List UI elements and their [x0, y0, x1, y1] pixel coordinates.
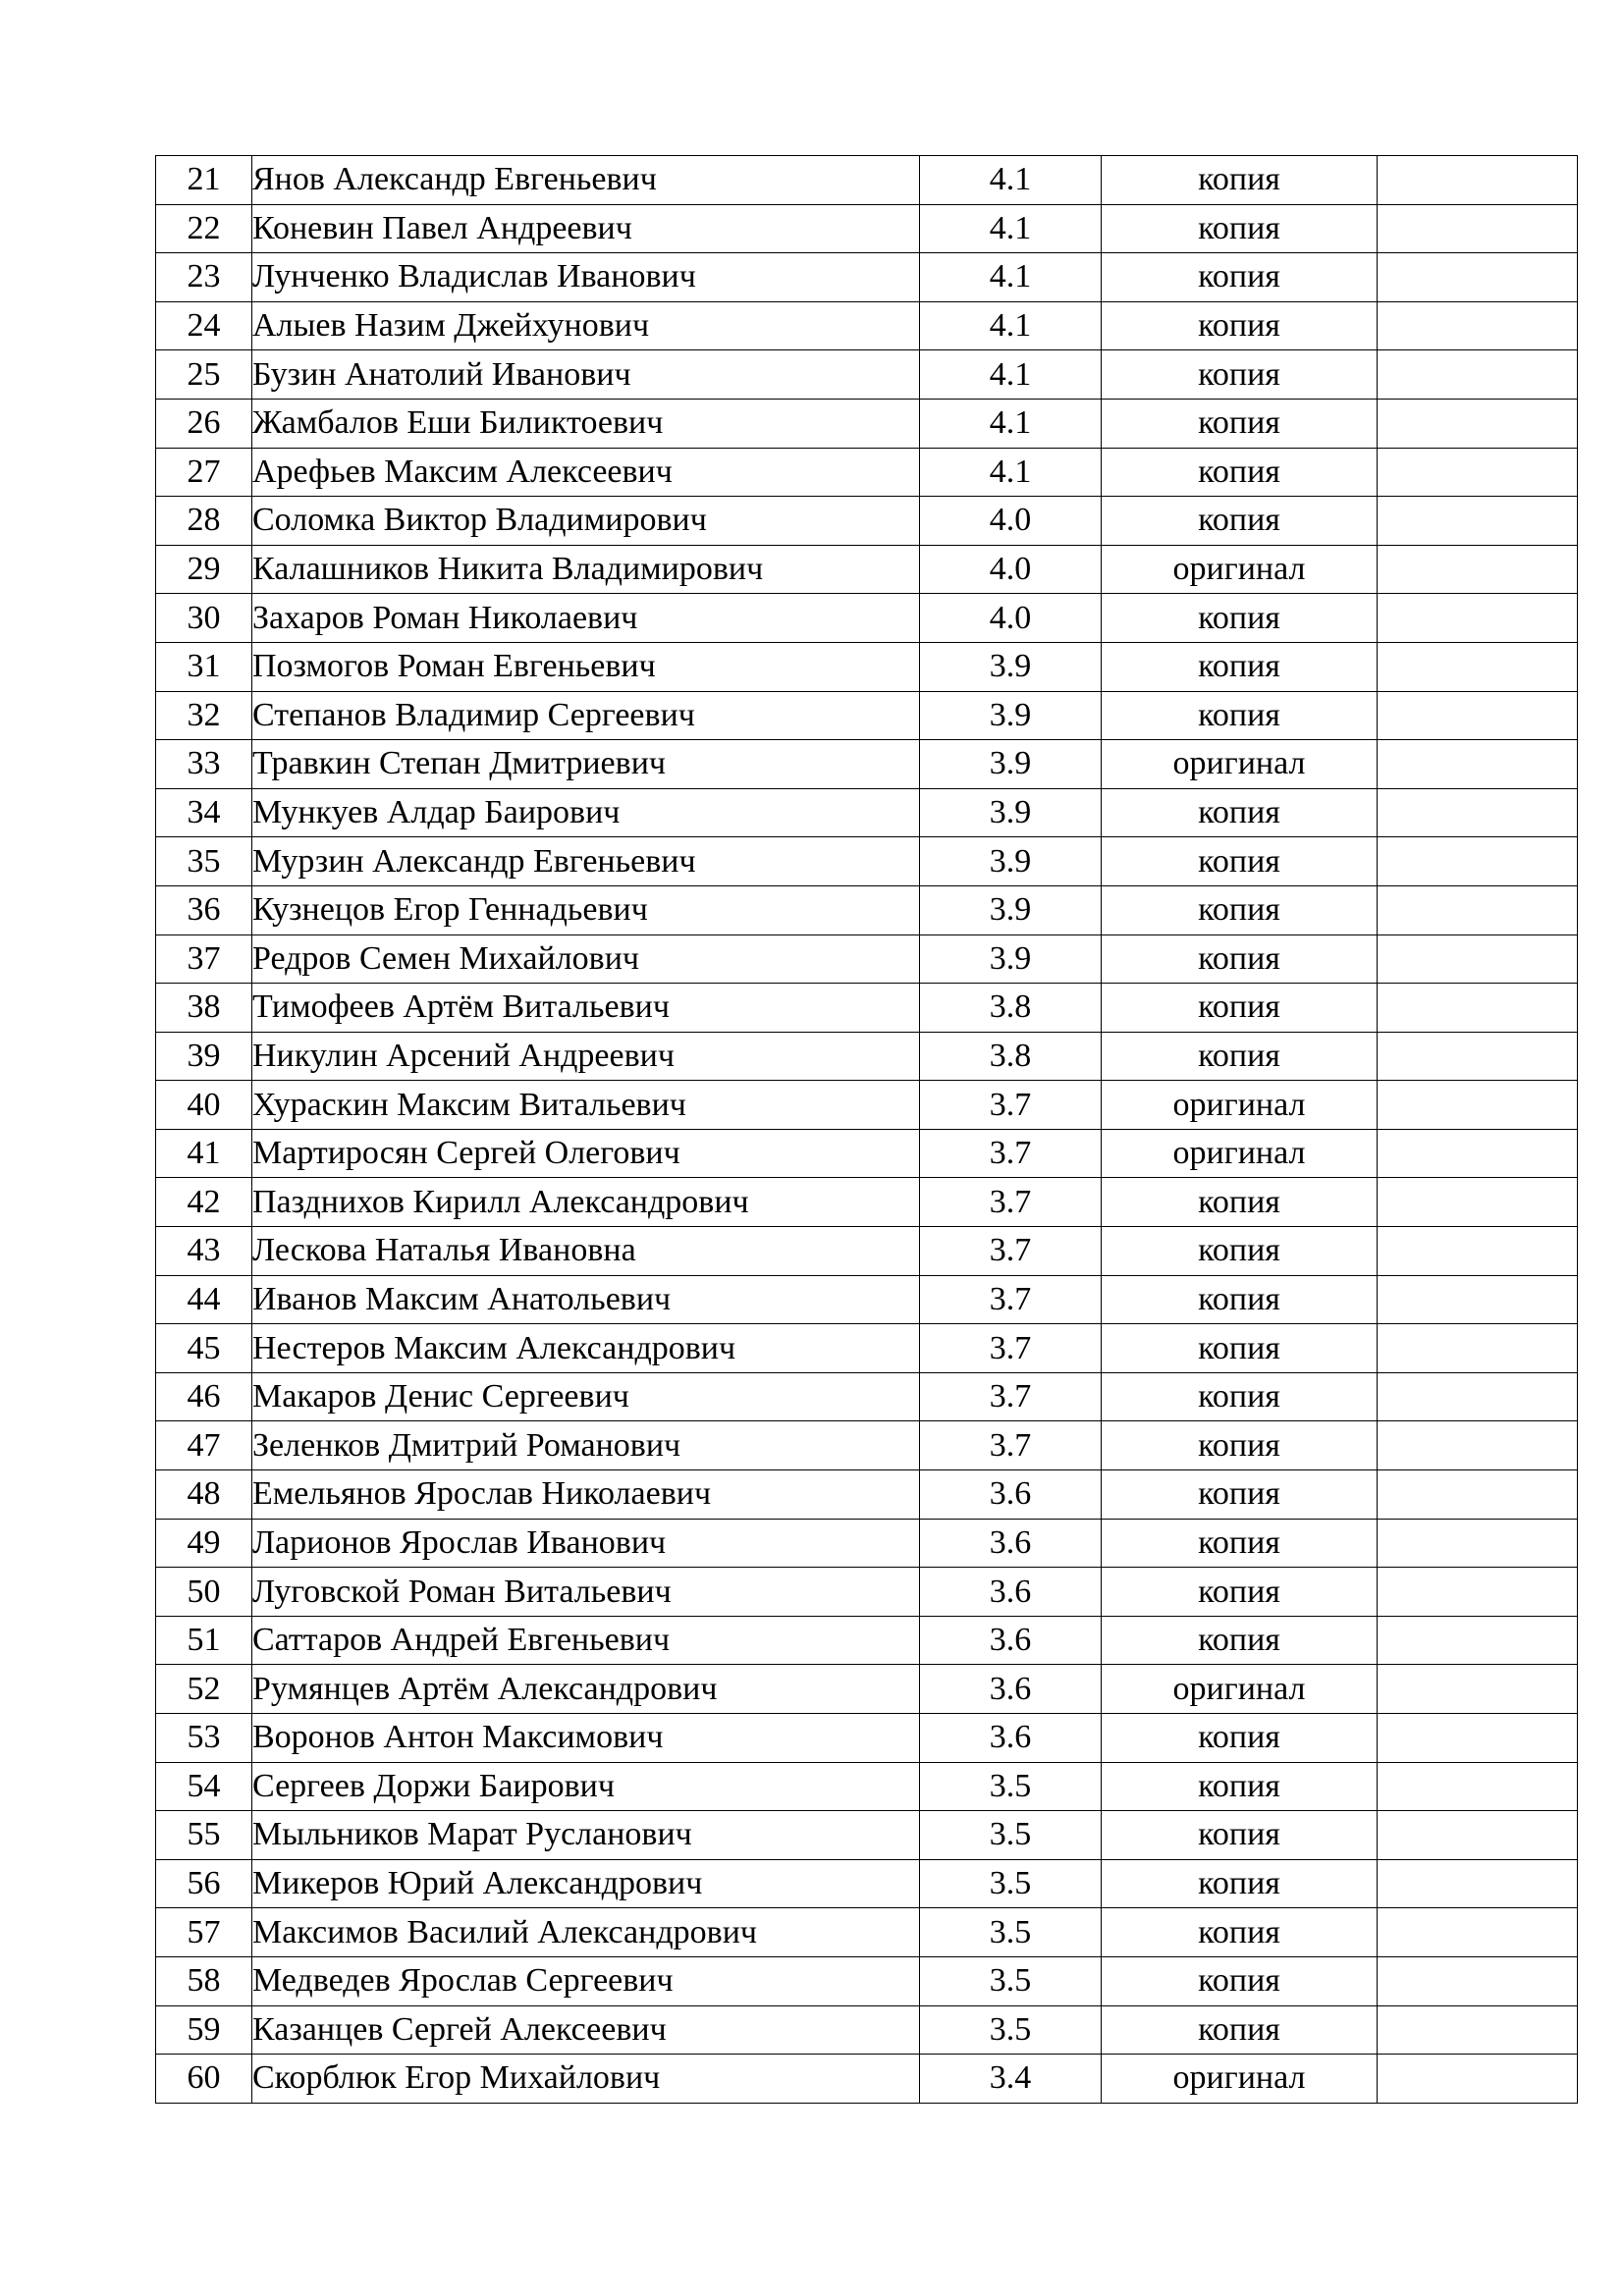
document-type-cell: оригинал	[1102, 1665, 1378, 1714]
full-name-cell: Скорблюк Егор Михайлович	[252, 2055, 920, 2104]
full-name-cell: Луговской Роман Витальевич	[252, 1568, 920, 1617]
average-score-cell: 3.8	[920, 984, 1102, 1033]
full-name-cell: Пазднихов Кирилл Александрович	[252, 1178, 920, 1227]
table-row	[156, 2005, 1578, 2055]
table-row	[156, 885, 1578, 934]
row-number-cell: 50	[156, 1568, 252, 1617]
full-name-cell: Лунченко Владислав Иванович	[252, 253, 920, 302]
empty-cell	[1378, 350, 1578, 400]
full-name-cell: Микеров Юрий Александрович	[252, 1859, 920, 1908]
table-row	[156, 1227, 1578, 1276]
average-score-cell: 4.1	[920, 350, 1102, 400]
average-score-cell: 4.1	[920, 399, 1102, 448]
table-row	[156, 253, 1578, 302]
document-type-cell: оригинал	[1102, 545, 1378, 594]
average-score-cell: 3.7	[920, 1372, 1102, 1421]
full-name-cell: Румянцев Артём Александрович	[252, 1665, 920, 1714]
full-name-cell: Емельянов Ярослав Николаевич	[252, 1470, 920, 1520]
table-row	[156, 448, 1578, 497]
average-score-cell: 3.7	[920, 1081, 1102, 1130]
row-number-cell: 31	[156, 642, 252, 691]
row-number-cell: 22	[156, 204, 252, 253]
empty-cell	[1378, 204, 1578, 253]
empty-cell	[1378, 1129, 1578, 1178]
average-score-cell: 3.7	[920, 1178, 1102, 1227]
empty-cell	[1378, 497, 1578, 546]
full-name-cell: Ларионов Ярослав Иванович	[252, 1519, 920, 1568]
empty-cell	[1378, 1859, 1578, 1908]
document-type-cell: копия	[1102, 350, 1378, 400]
empty-cell	[1378, 1811, 1578, 1860]
document-type-cell: копия	[1102, 1762, 1378, 1811]
average-score-cell: 3.9	[920, 691, 1102, 740]
table-row	[156, 788, 1578, 837]
row-number-cell: 21	[156, 156, 252, 205]
document-type-cell: оригинал	[1102, 2055, 1378, 2104]
full-name-cell: Саттаров Андрей Евгеньевич	[252, 1616, 920, 1665]
empty-cell	[1378, 1227, 1578, 1276]
document-type-cell: копия	[1102, 156, 1378, 205]
table-row	[156, 984, 1578, 1033]
table-row	[156, 156, 1578, 205]
full-name-cell: Тимофеев Артём Витальевич	[252, 984, 920, 1033]
document-type-cell: копия	[1102, 253, 1378, 302]
document-type-cell: копия	[1102, 497, 1378, 546]
row-number-cell: 60	[156, 2055, 252, 2104]
table-row	[156, 1372, 1578, 1421]
document-type-cell: копия	[1102, 2005, 1378, 2055]
document-type-cell: копия	[1102, 1275, 1378, 1324]
average-score-cell: 3.6	[920, 1714, 1102, 1763]
empty-cell	[1378, 691, 1578, 740]
average-score-cell: 3.6	[920, 1665, 1102, 1714]
average-score-cell: 3.5	[920, 2005, 1102, 2055]
table-row	[156, 1519, 1578, 1568]
row-number-cell: 35	[156, 837, 252, 886]
table-row	[156, 204, 1578, 253]
empty-cell	[1378, 788, 1578, 837]
document-type-cell: копия	[1102, 1714, 1378, 1763]
row-number-cell: 38	[156, 984, 252, 1033]
full-name-cell: Редров Семен Михайлович	[252, 934, 920, 984]
empty-cell	[1378, 2005, 1578, 2055]
full-name-cell: Калашников Никита Владимирович	[252, 545, 920, 594]
document-type-cell: копия	[1102, 837, 1378, 886]
average-score-cell: 3.5	[920, 1762, 1102, 1811]
average-score-cell: 4.1	[920, 156, 1102, 205]
average-score-cell: 3.9	[920, 642, 1102, 691]
empty-cell	[1378, 301, 1578, 350]
average-score-cell: 3.6	[920, 1616, 1102, 1665]
table-row	[156, 2055, 1578, 2104]
document-type-cell: копия	[1102, 1178, 1378, 1227]
empty-cell	[1378, 1081, 1578, 1130]
table-row	[156, 1956, 1578, 2005]
applicant-table	[155, 155, 1578, 2104]
table-row	[156, 1714, 1578, 1763]
document-type-cell: копия	[1102, 1324, 1378, 1373]
full-name-cell: Мартиросян Сергей Олегович	[252, 1129, 920, 1178]
average-score-cell: 3.4	[920, 2055, 1102, 2104]
table-row	[156, 642, 1578, 691]
table-row	[156, 1568, 1578, 1617]
full-name-cell: Зеленков Дмитрий Романович	[252, 1421, 920, 1470]
empty-cell	[1378, 399, 1578, 448]
empty-cell	[1378, 1275, 1578, 1324]
row-number-cell: 39	[156, 1032, 252, 1081]
empty-cell	[1378, 1714, 1578, 1763]
table-row	[156, 594, 1578, 643]
row-number-cell: 36	[156, 885, 252, 934]
full-name-cell: Мурзин Александр Евгеньевич	[252, 837, 920, 886]
table-row	[156, 837, 1578, 886]
table-row	[156, 740, 1578, 789]
average-score-cell: 3.6	[920, 1470, 1102, 1520]
row-number-cell: 42	[156, 1178, 252, 1227]
document-type-cell: оригинал	[1102, 740, 1378, 789]
document-type-cell: копия	[1102, 399, 1378, 448]
row-number-cell: 33	[156, 740, 252, 789]
table-row	[156, 1275, 1578, 1324]
full-name-cell: Янов Александр Евгеньевич	[252, 156, 920, 205]
row-number-cell: 48	[156, 1470, 252, 1520]
document-type-cell: копия	[1102, 1811, 1378, 1860]
row-number-cell: 46	[156, 1372, 252, 1421]
full-name-cell: Максимов Василий Александрович	[252, 1908, 920, 1957]
document-type-cell: копия	[1102, 1421, 1378, 1470]
empty-cell	[1378, 740, 1578, 789]
full-name-cell: Кузнецов Егор Геннадьевич	[252, 885, 920, 934]
empty-cell	[1378, 1762, 1578, 1811]
row-number-cell: 52	[156, 1665, 252, 1714]
row-number-cell: 57	[156, 1908, 252, 1957]
empty-cell	[1378, 1908, 1578, 1957]
table-row	[156, 301, 1578, 350]
document-type-cell: оригинал	[1102, 1129, 1378, 1178]
row-number-cell: 30	[156, 594, 252, 643]
empty-cell	[1378, 253, 1578, 302]
full-name-cell: Арефьев Максим Алексеевич	[252, 448, 920, 497]
table-row	[156, 1908, 1578, 1957]
document-type-cell: копия	[1102, 934, 1378, 984]
empty-cell	[1378, 1032, 1578, 1081]
table-row	[156, 1859, 1578, 1908]
average-score-cell: 3.6	[920, 1519, 1102, 1568]
full-name-cell: Алыев Назим Джейхунович	[252, 301, 920, 350]
empty-cell	[1378, 934, 1578, 984]
row-number-cell: 29	[156, 545, 252, 594]
average-score-cell: 4.0	[920, 594, 1102, 643]
full-name-cell: Захаров Роман Николаевич	[252, 594, 920, 643]
table-row	[156, 1129, 1578, 1178]
document-type-cell: копия	[1102, 1956, 1378, 2005]
document-type-cell: копия	[1102, 1519, 1378, 1568]
full-name-cell: Позмогов Роман Евгеньевич	[252, 642, 920, 691]
average-score-cell: 3.5	[920, 1908, 1102, 1957]
document-type-cell: копия	[1102, 1859, 1378, 1908]
average-score-cell: 4.1	[920, 301, 1102, 350]
full-name-cell: Соломка Виктор Владимирович	[252, 497, 920, 546]
table-row	[156, 497, 1578, 546]
average-score-cell: 3.9	[920, 788, 1102, 837]
row-number-cell: 59	[156, 2005, 252, 2055]
full-name-cell: Бузин Анатолий Иванович	[252, 350, 920, 400]
document-type-cell: копия	[1102, 691, 1378, 740]
document-type-cell: копия	[1102, 204, 1378, 253]
row-number-cell: 44	[156, 1275, 252, 1324]
row-number-cell: 28	[156, 497, 252, 546]
row-number-cell: 34	[156, 788, 252, 837]
full-name-cell: Нестеров Максим Александрович	[252, 1324, 920, 1373]
document-type-cell: оригинал	[1102, 1081, 1378, 1130]
document-type-cell: копия	[1102, 1032, 1378, 1081]
row-number-cell: 27	[156, 448, 252, 497]
empty-cell	[1378, 2055, 1578, 2104]
full-name-cell: Лескова Наталья Ивановна	[252, 1227, 920, 1276]
table-row	[156, 1811, 1578, 1860]
row-number-cell: 37	[156, 934, 252, 984]
document-type-cell: копия	[1102, 301, 1378, 350]
average-score-cell: 3.6	[920, 1568, 1102, 1617]
document-type-cell: копия	[1102, 1470, 1378, 1520]
table-row	[156, 1616, 1578, 1665]
document-type-cell: копия	[1102, 984, 1378, 1033]
average-score-cell: 4.0	[920, 545, 1102, 594]
row-number-cell: 47	[156, 1421, 252, 1470]
average-score-cell: 4.0	[920, 497, 1102, 546]
table-row	[156, 545, 1578, 594]
document-type-cell: копия	[1102, 1568, 1378, 1617]
applicant-table-body	[156, 156, 1578, 2104]
row-number-cell: 32	[156, 691, 252, 740]
full-name-cell: Жамбалов Еши Биликтоевич	[252, 399, 920, 448]
empty-cell	[1378, 156, 1578, 205]
document-type-cell: копия	[1102, 1227, 1378, 1276]
row-number-cell: 40	[156, 1081, 252, 1130]
row-number-cell: 51	[156, 1616, 252, 1665]
row-number-cell: 54	[156, 1762, 252, 1811]
empty-cell	[1378, 1956, 1578, 2005]
average-score-cell: 3.7	[920, 1227, 1102, 1276]
table-row	[156, 934, 1578, 984]
empty-cell	[1378, 1372, 1578, 1421]
table-row	[156, 1762, 1578, 1811]
table-row	[156, 1470, 1578, 1520]
empty-cell	[1378, 1519, 1578, 1568]
full-name-cell: Мункуев Алдар Баирович	[252, 788, 920, 837]
empty-cell	[1378, 837, 1578, 886]
document-type-cell: копия	[1102, 885, 1378, 934]
full-name-cell: Мыльников Марат Русланович	[252, 1811, 920, 1860]
row-number-cell: 55	[156, 1811, 252, 1860]
full-name-cell: Медведев Ярослав Сергеевич	[252, 1956, 920, 2005]
table-row	[156, 399, 1578, 448]
average-score-cell: 3.5	[920, 1859, 1102, 1908]
row-number-cell: 58	[156, 1956, 252, 2005]
average-score-cell: 3.9	[920, 740, 1102, 789]
row-number-cell: 25	[156, 350, 252, 400]
average-score-cell: 3.8	[920, 1032, 1102, 1081]
full-name-cell: Степанов Владимир Сергеевич	[252, 691, 920, 740]
table-row	[156, 1081, 1578, 1130]
average-score-cell: 4.1	[920, 448, 1102, 497]
empty-cell	[1378, 1470, 1578, 1520]
full-name-cell: Воронов Антон Максимович	[252, 1714, 920, 1763]
average-score-cell: 3.5	[920, 1811, 1102, 1860]
empty-cell	[1378, 1178, 1578, 1227]
empty-cell	[1378, 984, 1578, 1033]
row-number-cell: 45	[156, 1324, 252, 1373]
document-type-cell: копия	[1102, 594, 1378, 643]
average-score-cell: 3.5	[920, 1956, 1102, 2005]
average-score-cell: 3.7	[920, 1324, 1102, 1373]
full-name-cell: Хураскин Максим Витальевич	[252, 1081, 920, 1130]
document-type-cell: копия	[1102, 1372, 1378, 1421]
empty-cell	[1378, 642, 1578, 691]
full-name-cell: Коневин Павел Андреевич	[252, 204, 920, 253]
row-number-cell: 53	[156, 1714, 252, 1763]
row-number-cell: 49	[156, 1519, 252, 1568]
document-type-cell: копия	[1102, 1616, 1378, 1665]
full-name-cell: Казанцев Сергей Алексеевич	[252, 2005, 920, 2055]
row-number-cell: 23	[156, 253, 252, 302]
empty-cell	[1378, 594, 1578, 643]
row-number-cell: 43	[156, 1227, 252, 1276]
document-type-cell: копия	[1102, 448, 1378, 497]
empty-cell	[1378, 885, 1578, 934]
table-row	[156, 350, 1578, 400]
table-row	[156, 1421, 1578, 1470]
document-type-cell: копия	[1102, 642, 1378, 691]
average-score-cell: 3.7	[920, 1421, 1102, 1470]
full-name-cell: Никулин Арсений Андреевич	[252, 1032, 920, 1081]
full-name-cell: Травкин Степан Дмитриевич	[252, 740, 920, 789]
full-name-cell: Иванов Максим Анатольевич	[252, 1275, 920, 1324]
full-name-cell: Сергеев Доржи Баирович	[252, 1762, 920, 1811]
average-score-cell: 4.1	[920, 204, 1102, 253]
document-type-cell: копия	[1102, 788, 1378, 837]
empty-cell	[1378, 1616, 1578, 1665]
table-row	[156, 1324, 1578, 1373]
empty-cell	[1378, 448, 1578, 497]
empty-cell	[1378, 1421, 1578, 1470]
table-row	[156, 1178, 1578, 1227]
row-number-cell: 26	[156, 399, 252, 448]
average-score-cell: 4.1	[920, 253, 1102, 302]
table-row	[156, 1032, 1578, 1081]
empty-cell	[1378, 545, 1578, 594]
average-score-cell: 3.9	[920, 837, 1102, 886]
full-name-cell: Макаров Денис Сергеевич	[252, 1372, 920, 1421]
average-score-cell: 3.7	[920, 1129, 1102, 1178]
empty-cell	[1378, 1324, 1578, 1373]
row-number-cell: 41	[156, 1129, 252, 1178]
empty-cell	[1378, 1665, 1578, 1714]
row-number-cell: 24	[156, 301, 252, 350]
table-row	[156, 691, 1578, 740]
document-type-cell: копия	[1102, 1908, 1378, 1957]
empty-cell	[1378, 1568, 1578, 1617]
average-score-cell: 3.9	[920, 885, 1102, 934]
row-number-cell: 56	[156, 1859, 252, 1908]
table-row	[156, 1665, 1578, 1714]
average-score-cell: 3.9	[920, 934, 1102, 984]
average-score-cell: 3.7	[920, 1275, 1102, 1324]
